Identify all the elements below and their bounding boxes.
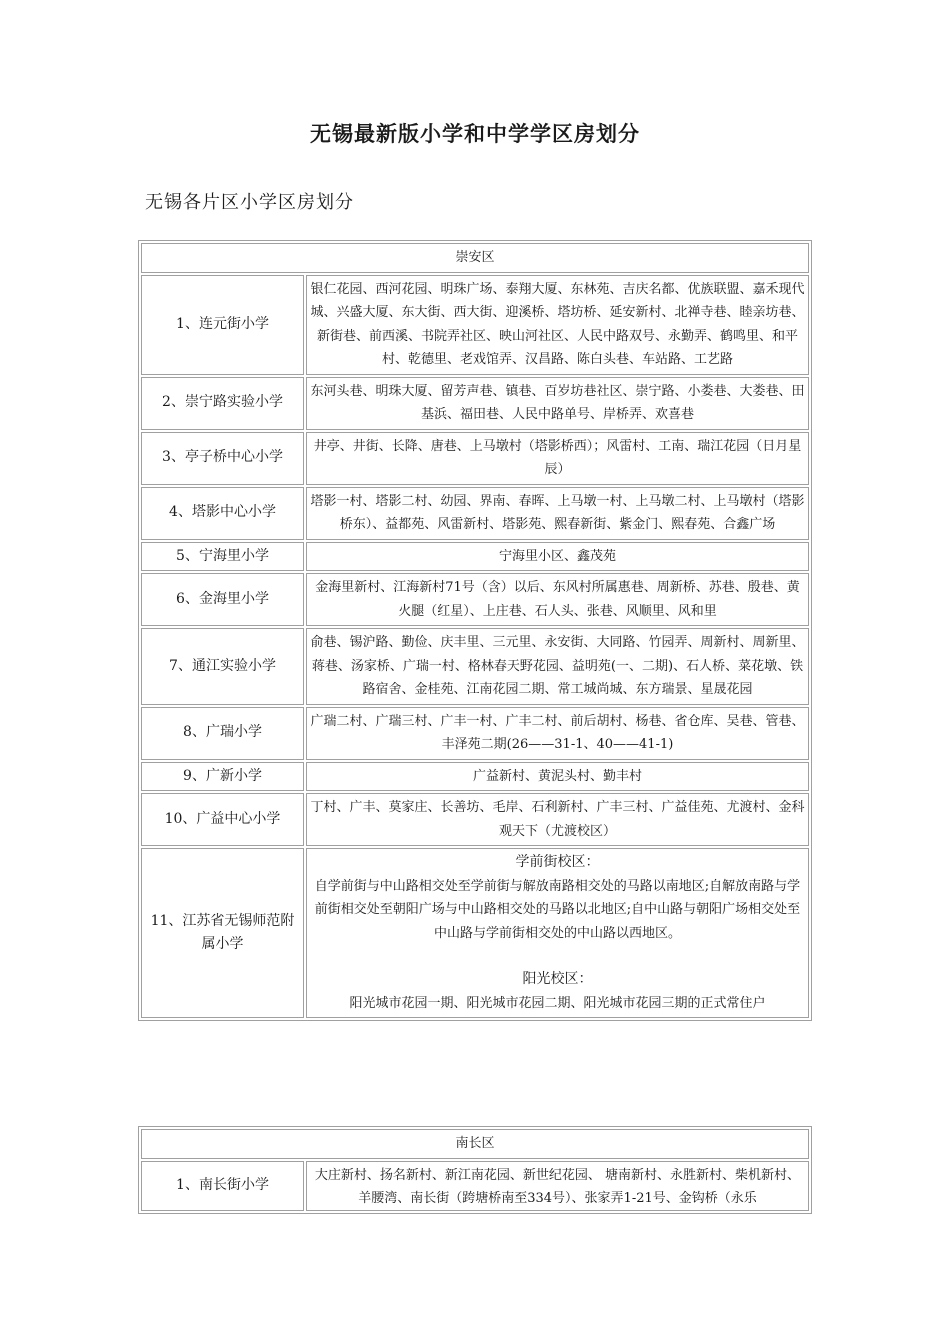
campus-area: 自学前街与中山路相交处至学前街与解放南路相交处的马路以南地区;自解放南路与学前街相交处至朝阳广场与中山路相交处的马路以北地区;自中山路与朝阳广场相交处至中山路与学前街相交处的中山路以西地区。 [314,878,801,941]
table-row [141,377,809,430]
school-name: 1、连元街小学 [141,275,304,375]
school-area: 丁村、广丰、莫家庄、长善坊、毛岸、石利新村、广丰三村、广益佳苑、尤渡村、金科观天下（尤渡校区） [306,793,809,846]
school-name: 1、南长街小学 [141,1161,304,1211]
table-row [141,432,809,485]
school-name: 4、塔影中心小学 [141,487,304,540]
table-row [141,275,809,375]
school-area-cell [306,1161,809,1211]
school-area: 宁海里小区、鑫茂苑 [306,542,809,572]
spacer [310,945,805,968]
school-name: 6、金海里小学 [141,573,304,626]
school-name: 8、广瑞小学 [141,707,304,760]
campus-area: 阳光城市花园一期、阳光城市花园二期、阳光城市花园三期的正式常住户 [349,995,766,1011]
school-name: 5、宁海里小学 [141,542,304,572]
school-name: 11、江苏省无锡师范附属小学 [141,848,304,1018]
school-area: 大庄新村、扬名新村、新江南花园、新世纪花园、 塘南新村、永胜新村、柴机新村、羊腰湾、南长街（跨塘桥南至334号）、张家弄1-21号、金钩桥（永乐 [314,1167,801,1206]
school-area: 银仁花园、西河花园、明珠广场、泰翔大厦、东林苑、吉庆名都、优族联盟、嘉禾现代城、兴盛大厦、东大街、西大街、迎溪桥、塔坊桥、延安新村、北禅寺巷、睦亲坊巷、新街巷、前西溪、书院弄社区、映山河社区、人民中路双号、永勤弄、鹤鸣里、和平村、乾德里、老戏馆弄、汉昌路、陈白头巷、车站路、工艺路 [306,275,809,375]
table-row [141,573,809,626]
campus-name: 学前街校区： [515,854,600,870]
table-row [141,628,809,705]
school-area-multi-campus [306,848,809,1018]
school-area: 东河头巷、明珠大厦、留芳声巷、镇巷、百岁坊巷社区、崇宁路、小娄巷、大娄巷、田基浜、福田巷、人民中路单号、岸桥弄、欢喜巷 [306,377,809,430]
school-area: 广益新村、黄泥头村、勤丰村 [306,762,809,792]
school-area: 井亭、井街、长降、唐巷、上马墩村（塔影桥西）；风雷村、工南、瑞江花园（日月星辰） [306,432,809,485]
table-row [141,1161,809,1211]
table-row [141,542,809,572]
table-row [141,848,809,1018]
school-area: 广瑞二村、广瑞三村、广丰一村、广丰二村、前后胡村、杨巷、省仓库、吴巷、管巷、丰泽苑二期(26——31-1、40——41-1) [306,707,809,760]
district-header-row [141,243,809,273]
school-name: 3、亭子桥中心小学 [141,432,304,485]
table-row [141,707,809,760]
school-name: 10、广益中心小学 [141,793,304,846]
section-title: 无锡各片区小学区房划分 [145,192,354,213]
school-name: 9、广新小学 [141,762,304,792]
district-header-row [141,1129,809,1159]
school-name: 2、崇宁路实验小学 [141,377,304,430]
school-area: 塔影一村、塔影二村、幼园、界南、春晖、上马墩一村、上马墩二村、上马墩村（塔影桥东）、益都苑、风雷新村、塔影苑、熙春新街、紫金门、熙春苑、合鑫广场 [306,487,809,540]
school-area: 金海里新村、江海新村71号（含）以后、东风村所属惠巷、周新桥、苏巷、殷巷、黄火腿（红星）、上庄巷、石人头、张巷、风顺里、风和里 [306,573,809,626]
table-row [141,487,809,540]
table-row [141,762,809,792]
page-title: 无锡最新版小学和中学学区房划分 [310,122,640,146]
table-row [141,793,809,846]
campus-name: 阳光校区： [522,971,593,987]
district-table-nanchang [138,1126,812,1214]
district-name: 南长区 [141,1129,809,1159]
district-table-chongan [138,240,812,1021]
district-name: 崇安区 [141,243,809,273]
school-area: 俞巷、锡沪路、勤俭、庆丰里、三元里、永安街、大同路、竹园弄、周新村、周新里、 蒋巷、汤家桥、广瑞一村、格林春天野花园、益明苑(一、二期)、石人桥、菜花墩、铁路宿舍、金桂苑、江南花园二期、常工城尚城、东方瑞景、星晟花园 [306,628,809,705]
school-name: 7、通江实验小学 [141,628,304,705]
